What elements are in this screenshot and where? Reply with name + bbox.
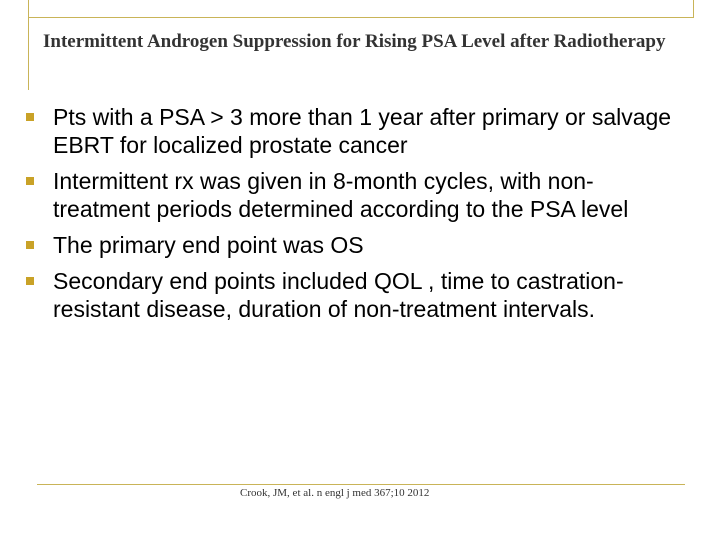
square-bullet-icon bbox=[26, 177, 34, 185]
bullet-text: Secondary end points included QOL , time to castration-resistant disease, duration of non-treatment intervals. bbox=[53, 268, 624, 322]
bullet-item bbox=[24, 231, 684, 259]
right-divider-line bbox=[693, 0, 694, 17]
square-bullet-icon bbox=[26, 277, 34, 285]
top-divider-line bbox=[28, 17, 694, 18]
citation-footer: Crook, JM, et al. n engl j med 367;10 2012 bbox=[240, 487, 430, 499]
bullet-item bbox=[24, 167, 684, 223]
left-divider-line bbox=[28, 0, 29, 90]
bottom-divider-line bbox=[37, 484, 685, 485]
bullet-list bbox=[24, 103, 684, 331]
bullet-item bbox=[24, 267, 684, 323]
bullet-item bbox=[24, 103, 684, 159]
bullet-text: Pts with a PSA > 3 more than 1 year after primary or salvage EBRT for localized prostate cancer bbox=[53, 104, 672, 158]
square-bullet-icon bbox=[26, 241, 34, 249]
slide-title: Intermittent Androgen Suppression for Rising PSA Level after Radiotherapy bbox=[43, 31, 666, 52]
bullet-text: The primary end point was OS bbox=[53, 232, 364, 258]
square-bullet-icon bbox=[26, 113, 34, 121]
bullet-text: Intermittent rx was given in 8-month cycles, with non-treatment periods determined according to the PSA level bbox=[53, 168, 629, 222]
